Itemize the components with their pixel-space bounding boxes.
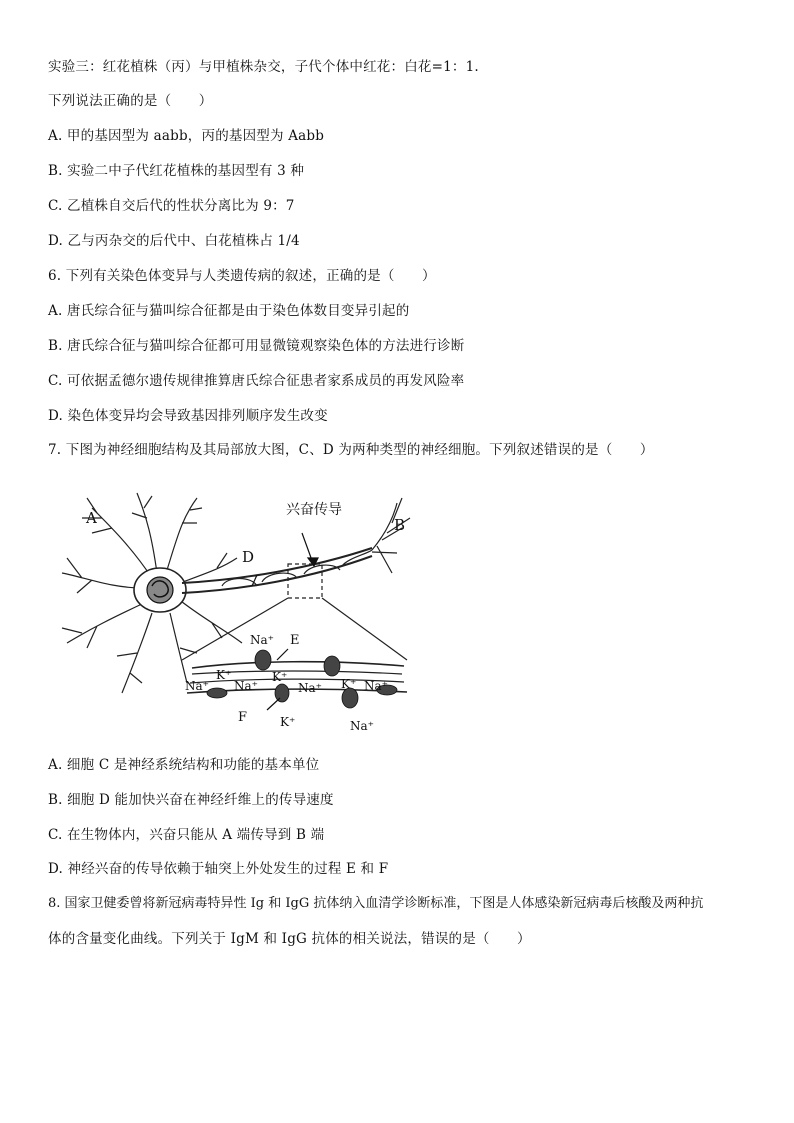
label-F: F — [238, 710, 248, 725]
ion-na: Na⁺ — [364, 679, 388, 693]
option-line: D. 乙与丙杂交的后代中、白花植株占 1/4 — [48, 233, 300, 249]
ion-na: Na⁺ — [185, 679, 209, 693]
option-line: B. 唐氏综合征与猫叫综合征都可用显微镜观察染色体的方法进行诊断 — [48, 338, 465, 354]
option-line: A. 唐氏综合征与猫叫综合征都是由于染色体数目变异引起的 — [48, 303, 410, 319]
option-line: A. 细胞 C 是神经系统结构和功能的基本单位 — [48, 757, 320, 773]
ion-na: Na⁺ — [234, 679, 258, 693]
question-line: 8. 国家卫健委曾将新冠病毒特异性 Ig 和 IgG 抗体纳入血清学诊断标准，下图是人体感染新冠病毒后核酸及两种抗 — [48, 896, 704, 911]
option-line: D. 神经兴奋的传导依赖于轴突上外处发生的过程 E 和 F — [48, 861, 389, 877]
option-line: C. 在生物体内，兴奋只能从 A 端传导到 B 端 — [48, 827, 325, 843]
label-D: D — [242, 548, 255, 566]
ion-k: K⁺ — [341, 677, 357, 691]
question-line: 7. 下图为神经细胞结构及其局部放大图，C、D 为两种类型的神经细胞。下列叙述错误的是（ ） — [48, 442, 654, 458]
option-line: C. 可依据孟德尔遗传规律推算唐氏综合征患者家系成员的再发风险率 — [48, 373, 465, 389]
question-line: 6. 下列有关染色体变异与人类遗传病的叙述，正确的是（ ） — [48, 268, 436, 284]
ion-k: K⁺ — [280, 715, 296, 729]
option-line: B. 细胞 D 能加快兴奋在神经纤维上的传导速度 — [48, 792, 334, 808]
neuron-body-drawing — [62, 493, 410, 693]
ion-na: Na⁺ — [350, 719, 374, 733]
question-line: 实验三：红花植株（丙）与甲植株杂交，子代个体中红花：白花=1：1. — [48, 59, 479, 75]
label-E: E — [290, 633, 300, 648]
question-line: 下列说法正确的是（ ） — [48, 93, 213, 109]
neuron-diagram — [52, 478, 432, 740]
ion-k: K⁺ — [216, 668, 232, 682]
ion-k: K⁺ — [272, 670, 288, 684]
ion-na: Na⁺ — [250, 633, 274, 647]
option-line: B. 实验二中子代红花植株的基因型有 3 种 — [48, 163, 305, 179]
ion-na: Na⁺ — [298, 681, 322, 695]
question-line: 体的含量变化曲线。下列关于 IgM 和 IgG 抗体的相关说法，错误的是（ ） — [48, 931, 531, 947]
label-B: B — [394, 516, 406, 534]
option-line: A. 甲的基因型为 aabb，丙的基因型为 Aabb — [48, 128, 325, 144]
option-line: D. 染色体变异均会导致基因排列顺序发生改变 — [48, 408, 328, 424]
option-line: C. 乙植株自交后代的性状分离比为 9：7 — [48, 198, 295, 214]
neuron-figure — [52, 478, 432, 740]
conduction-label: 兴奋传导 — [286, 502, 342, 518]
label-A: A — [86, 509, 97, 527]
